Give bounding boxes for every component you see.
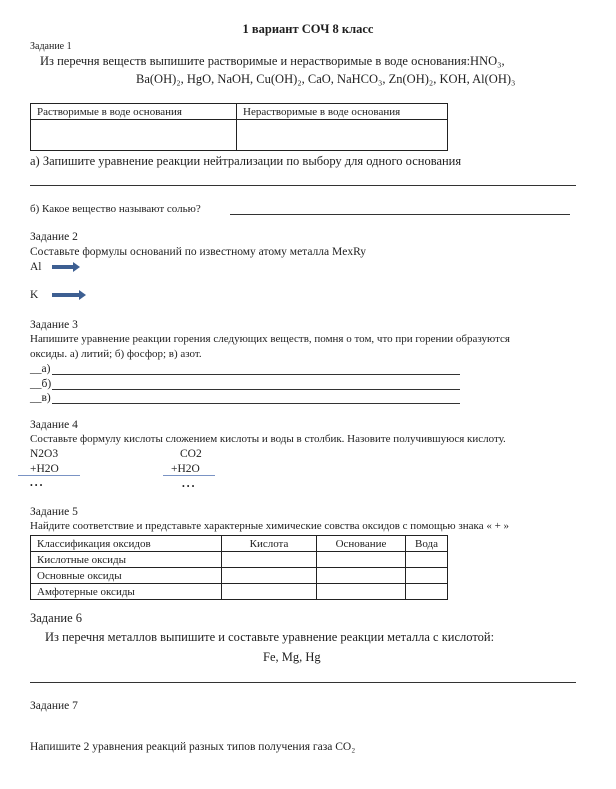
- task2-text: Составьте формулы оснований по известному атому металла MexRy: [30, 246, 367, 258]
- task4-label: Задание 4: [30, 419, 78, 431]
- ellipsis: • • •: [182, 482, 195, 491]
- answer-cell[interactable]: [406, 584, 448, 600]
- solubility-table: [30, 103, 448, 151]
- task1-question-b: б) Какое вещество называют солью?: [30, 203, 201, 215]
- metal-al: Al: [30, 261, 42, 273]
- answer-cell[interactable]: [406, 552, 448, 568]
- task6-metals: Fe, Mg, Hg: [263, 650, 321, 664]
- answer-line[interactable]: [52, 403, 460, 404]
- answer-cell[interactable]: [317, 552, 406, 568]
- task2-label: Задание 2: [30, 231, 78, 243]
- task3-label: Задание 3: [30, 319, 78, 331]
- answer-cell[interactable]: [31, 120, 237, 151]
- task1-text: Из перечня веществ выпишите растворимые и нерастворимые в воде основания:HNO₃,: [40, 54, 505, 68]
- task6-label: Задание 6: [30, 611, 83, 625]
- table-header: Растворимые в воде основания: [31, 104, 237, 120]
- task5-label: Задание 5: [30, 506, 78, 518]
- formula: +H2O: [30, 463, 59, 475]
- task3-text: Напишите уравнение реакции горения следующих веществ, помня о том, что при горении образуются: [30, 333, 510, 345]
- sum-line: [163, 475, 215, 476]
- arrow-right-icon: [52, 293, 80, 297]
- page-title: 1 вариант СОЧ 8 класс: [242, 22, 374, 36]
- answer-label: __а): [30, 363, 51, 375]
- ellipsis: • • •: [30, 481, 43, 490]
- task4-text: Составьте формулу кислоты сложением кислоты и воды в столбик. Назовите получившуюся кислоту.: [30, 433, 506, 445]
- table-header: Классификация оксидов: [31, 536, 222, 552]
- sum-line: [18, 475, 80, 476]
- task1-substances: Ba(OH)₂, HgO, NaOH, Cu(OH)₂, CaO, NaHCO₃, Zn(OH)₂, KOH, Al(OH)₃: [136, 72, 516, 86]
- answer-line[interactable]: [30, 682, 576, 683]
- table-header: Кислота: [222, 536, 317, 552]
- task5-text: Найдите соответствие и представьте характерные химические совства оксидов с помощью знака « + »: [30, 520, 510, 532]
- table-header: Нерастворимые в воде основания: [237, 104, 448, 120]
- row-label: Основные оксиды: [31, 568, 222, 584]
- answer-label: __б): [30, 378, 52, 390]
- task3-text: оксиды. а) литий; б) фосфор; в) азот.: [30, 348, 202, 360]
- answer-line[interactable]: [52, 389, 460, 390]
- answer-line[interactable]: [52, 374, 460, 375]
- oxides-table: [30, 535, 448, 600]
- task6-text: Из перечня металлов выпишите и составьте уравнение реакции металла с кислотой:: [45, 630, 495, 644]
- metal-k: K: [30, 289, 39, 301]
- task1-question-a: а) Запишите уравнение реакции нейтрализации по выбору для одного основания: [30, 154, 462, 168]
- row-label: Кислотные оксиды: [31, 552, 222, 568]
- row-label: Амфотерные оксиды: [31, 584, 222, 600]
- table-header: Основание: [317, 536, 406, 552]
- task7-text: Напишите 2 уравнения реакций разных типов получения газа CO₂: [30, 741, 356, 753]
- answer-cell[interactable]: [222, 568, 317, 584]
- answer-cell[interactable]: [406, 568, 448, 584]
- arrow-right-icon: [52, 265, 74, 269]
- formula: N2O3: [30, 448, 59, 460]
- answer-cell[interactable]: [237, 120, 448, 151]
- answer-cell[interactable]: [222, 552, 317, 568]
- answer-cell[interactable]: [222, 584, 317, 600]
- formula: +H2O: [171, 463, 200, 475]
- answer-line[interactable]: [30, 185, 576, 186]
- table-header: Вода: [406, 536, 448, 552]
- task1-label: Задание 1: [30, 41, 72, 52]
- answer-line[interactable]: [230, 214, 570, 215]
- task7-label: Задание 7: [30, 700, 78, 712]
- answer-cell[interactable]: [317, 568, 406, 584]
- formula: CO2: [180, 448, 202, 460]
- answer-cell[interactable]: [317, 584, 406, 600]
- answer-label: __в): [30, 392, 51, 404]
